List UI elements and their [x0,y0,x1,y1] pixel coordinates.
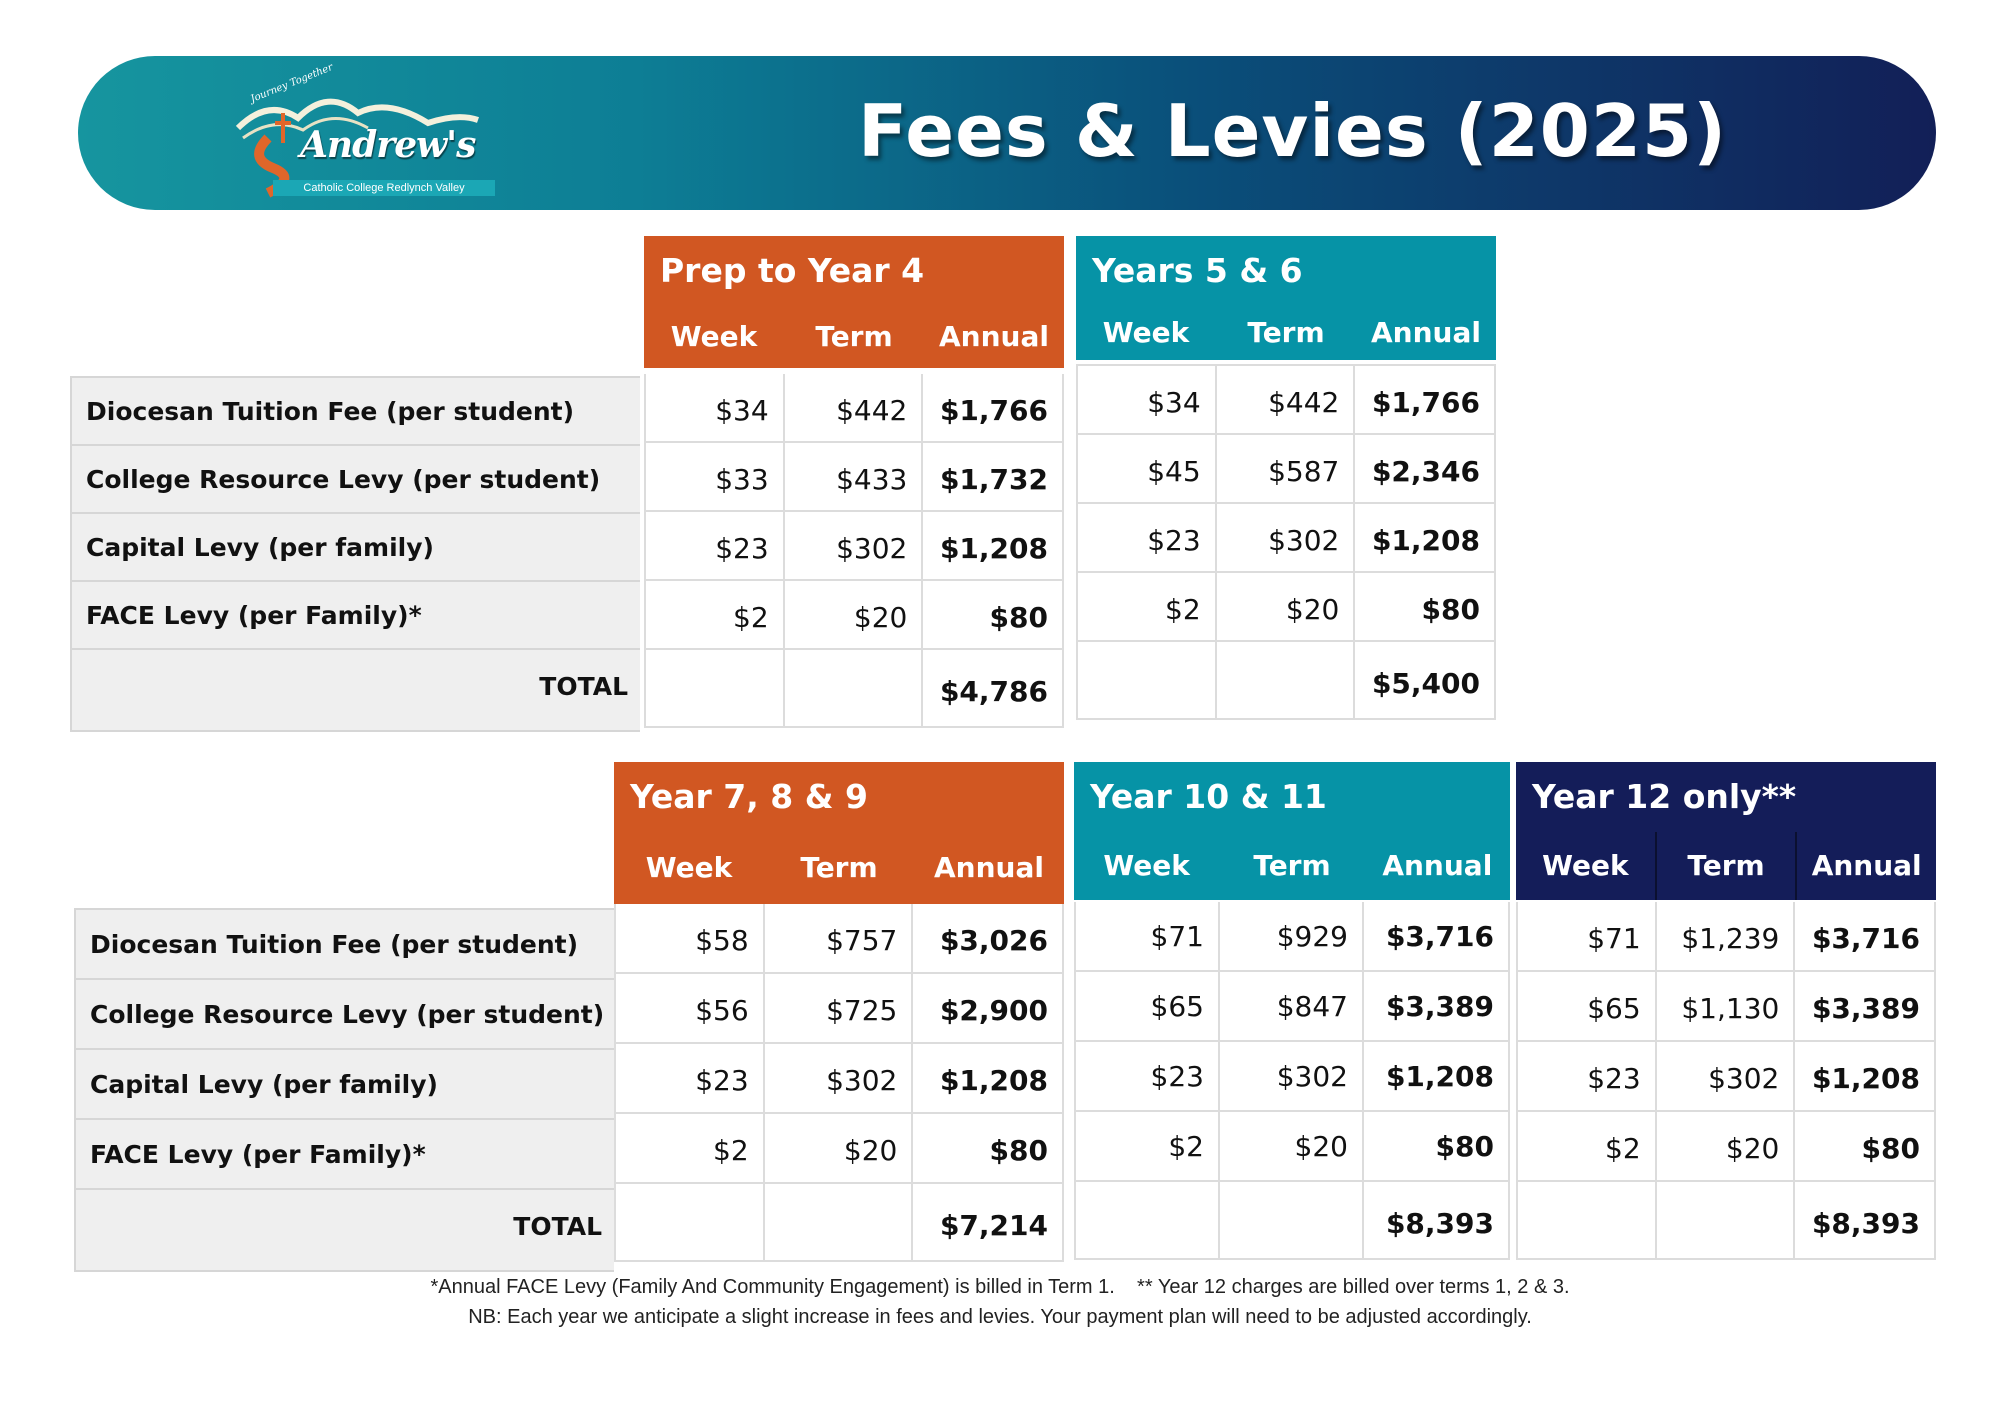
header-banner [78,56,1936,210]
cell-annual: $80 [913,1114,1062,1184]
cell-annual: $2,900 [913,974,1062,1044]
cell-term: $929 [1220,902,1364,972]
cell-empty [1217,642,1356,720]
block-header [1074,762,1510,900]
col-header-term: Term [815,320,893,353]
cell-week: $58 [616,904,765,974]
cell-annual: $2,346 [1355,435,1494,504]
cell-empty [616,1184,765,1262]
cell-term: $847 [1220,972,1364,1042]
cell-empty [1078,642,1217,720]
cell-week: $56 [616,974,765,1044]
cell-annual: $1,766 [1355,366,1494,435]
block-title: Year 7, 8 & 9 [630,777,868,816]
cell-annual: $80 [1355,573,1494,642]
cell-week: $45 [1078,435,1217,504]
block-title: Years 5 & 6 [1092,251,1303,290]
page-title: Fees & Levies (2025) [858,89,1727,173]
cell-week: $23 [1076,1042,1220,1112]
cell-annual: $3,026 [913,904,1062,974]
cell-term: $302 [1657,1042,1796,1112]
fee-block-years-5-6 [1076,236,1496,720]
row-label-face: FACE Levy (per Family)* [72,582,640,650]
col-header-term: Term [1247,316,1325,349]
cell-term: $442 [1217,366,1356,435]
logo-name: Andrew's [300,124,476,166]
fee-block-years-7-8-9 [614,762,1064,1262]
cell-annual: $80 [1795,1112,1934,1182]
cell-week: $23 [1518,1042,1657,1112]
cell-annual: $1,208 [1364,1042,1508,1112]
cell-annual: $1,732 [923,443,1062,512]
block-header [1076,236,1496,360]
fee-block-year-12 [1516,762,1936,1260]
col-header-annual: Annual [934,851,1044,884]
cell-term: $1,130 [1657,972,1796,1042]
row-label-tuition: Diocesan Tuition Fee (per student) [72,378,640,446]
col-header-annual: Annual [939,320,1049,353]
cell-annual: $3,389 [1364,972,1508,1042]
cell-week: $34 [646,374,785,443]
fee-block-years-10-11 [1074,762,1510,1260]
cell-week: $2 [646,581,785,650]
cell-term: $442 [785,374,924,443]
col-header-week: Week [1516,832,1657,900]
cell-week: $23 [616,1044,765,1114]
cell-term: $302 [1220,1042,1364,1112]
cell-empty [785,650,924,728]
block-title: Year 10 & 11 [1090,777,1327,816]
cell-week: $23 [646,512,785,581]
cell-week: $65 [1518,972,1657,1042]
cell-week: $71 [1076,902,1220,972]
row-label-resource: College Resource Levy (per student) [76,980,614,1050]
logo-tagline: Journey Together [249,61,335,106]
cell-term: $587 [1217,435,1356,504]
cell-total: $8,393 [1364,1182,1508,1260]
cell-term: $302 [785,512,924,581]
footnote-line-1: *Annual FACE Levy (Family And Community Engagement) is billed in Term 1. ** Year 12 charges are billed over terms 1, 2 & 3. [430,1276,1570,1298]
cell-empty [1657,1182,1796,1260]
col-header-annual: Annual [1371,316,1481,349]
col-header-annual: Annual [1382,849,1493,882]
cell-term: $302 [1217,504,1356,573]
row-label-resource: College Resource Levy (per student) [72,446,640,514]
cell-term: $302 [765,1044,914,1114]
cell-empty [765,1184,914,1262]
cell-empty [646,650,785,728]
col-header-term: Term [800,851,878,884]
col-header-week: Week [670,320,758,353]
cell-empty [1220,1182,1364,1260]
row-label-capital: Capital Levy (per family) [72,514,640,582]
cell-term: $433 [785,443,924,512]
block-title: Year 12 only** [1532,777,1797,816]
cell-annual: $3,716 [1364,902,1508,972]
cell-annual: $1,208 [1355,504,1494,573]
col-header-week: Week [1103,849,1190,882]
fee-block-prep-year4 [644,236,1064,728]
cell-week: $23 [1078,504,1217,573]
row-label-total: TOTAL [72,650,640,730]
cell-term: $725 [765,974,914,1044]
cell-term: $1,239 [1657,902,1796,972]
footnote-line-2: NB: Each year we anticipate a slight increase in fees and levies. Your payment plan will need to be adjusted accordingly. [468,1306,1532,1328]
college-logo [228,61,498,198]
row-label-total: TOTAL [76,1190,614,1270]
block-header [614,762,1064,904]
cell-week: $2 [1518,1112,1657,1182]
cell-week: $65 [1076,972,1220,1042]
block-header [1516,762,1936,900]
cell-empty [1076,1182,1220,1260]
bottom-row-labels [74,908,614,1272]
cell-term: $757 [765,904,914,974]
cell-annual: $3,716 [1795,902,1934,972]
row-label-face: FACE Levy (per Family)* [76,1120,614,1190]
col-header-term: Term [1253,849,1331,882]
top-row-labels [70,376,640,732]
cell-empty [1518,1182,1657,1260]
cell-term: $20 [1220,1112,1364,1182]
cell-term: $20 [1657,1112,1796,1182]
logo-subtitle: Catholic College Redlynch Valley [273,180,495,196]
cell-week: $2 [616,1114,765,1184]
block-title: Prep to Year 4 [660,251,925,290]
cell-week: $71 [1518,902,1657,972]
cell-week: $2 [1076,1112,1220,1182]
cell-total: $7,214 [913,1184,1062,1262]
cell-annual: $1,208 [913,1044,1062,1114]
block-header [644,236,1064,368]
col-header-term: Term [1657,832,1798,900]
cell-annual: $3,389 [1795,972,1934,1042]
cell-term: $20 [765,1114,914,1184]
cell-annual: $80 [923,581,1062,650]
col-header-annual: Annual [1811,849,1922,882]
col-header-week: Week [1102,316,1190,349]
row-label-capital: Capital Levy (per family) [76,1050,614,1120]
cell-week: $34 [1078,366,1217,435]
cell-annual: $1,208 [1795,1042,1934,1112]
cell-annual: $80 [1364,1112,1508,1182]
row-label-tuition: Diocesan Tuition Fee (per student) [76,910,614,980]
cell-total: $4,786 [923,650,1062,728]
cell-term: $20 [1217,573,1356,642]
cell-total: $5,400 [1355,642,1494,720]
cell-annual: $1,208 [923,512,1062,581]
cell-annual: $1,766 [923,374,1062,443]
col-header-week: Week [645,851,733,884]
cell-total: $8,393 [1795,1182,1934,1260]
cell-week: $2 [1078,573,1217,642]
cell-week: $33 [646,443,785,512]
cell-term: $20 [785,581,924,650]
